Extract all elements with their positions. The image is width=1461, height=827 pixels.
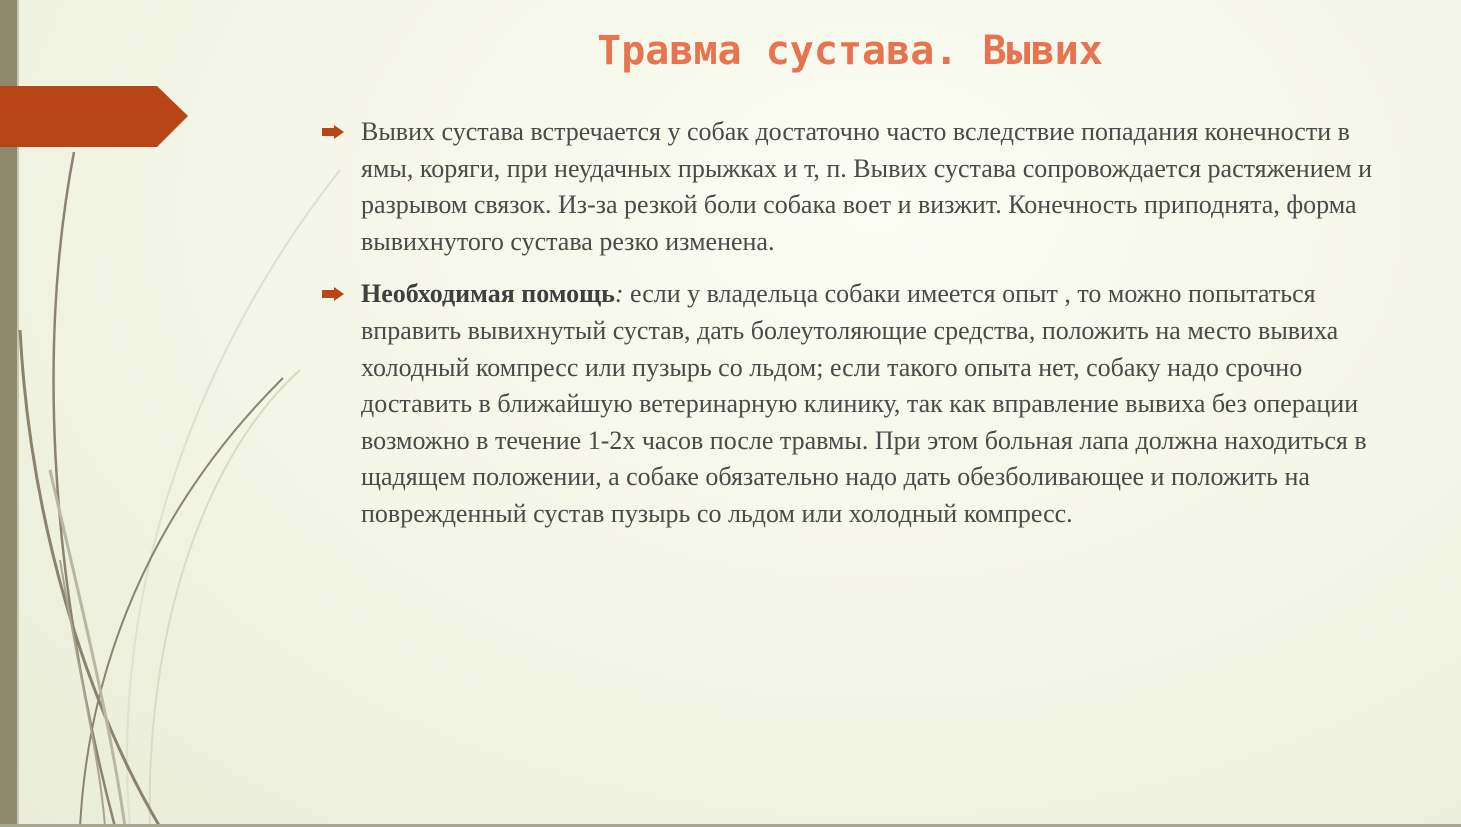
arrow-bullet-icon bbox=[322, 287, 344, 301]
bullet-lead: Необходимая помощь bbox=[361, 279, 615, 309]
bullet-text: если у владельца собаки имеется опыт , то можно попытаться вправить вывихнутый сустав, дать болеутоляющие средства, положить на место вывиха холодный компресс или пузырь со льдом; если такого опыта нет, собаку надо срочно доставить в ближайшую ветеринарную клинику, так как вправление вывиха без операции возможно в течение 1-2х часов после травмы. При этом больная лапа должна находиться в щадящем положении, а собаке обязательно надо дать обезболивающее и положить на поврежденный сустав пузырь со льдом или холодный компресс. bbox=[361, 279, 1367, 528]
bullet-lead-colon: : bbox=[614, 279, 624, 309]
slide-content bbox=[322, 114, 1382, 549]
bullet-item bbox=[322, 276, 1382, 532]
bullet-item bbox=[322, 114, 1382, 260]
arrow-bullet-icon bbox=[322, 125, 344, 139]
slide-title: Травма сустава. Вывих bbox=[597, 28, 1103, 74]
bullet-text: Вывих сустава встречается у собак достаточно часто вследствие попадания конечности в ямы, коряги, при неудачных прыжках и т, п. Вывих сустава сопровождается растяжением и разрывом связок. Из-за резкой боли собака воет и визжит. Конечность приподнята, форма вывихнутого сустава резко изменена. bbox=[361, 117, 1373, 256]
left-decorative-strip bbox=[0, 0, 17, 827]
left-strip-edge bbox=[17, 0, 19, 827]
accent-arrow-tab bbox=[0, 86, 188, 147]
